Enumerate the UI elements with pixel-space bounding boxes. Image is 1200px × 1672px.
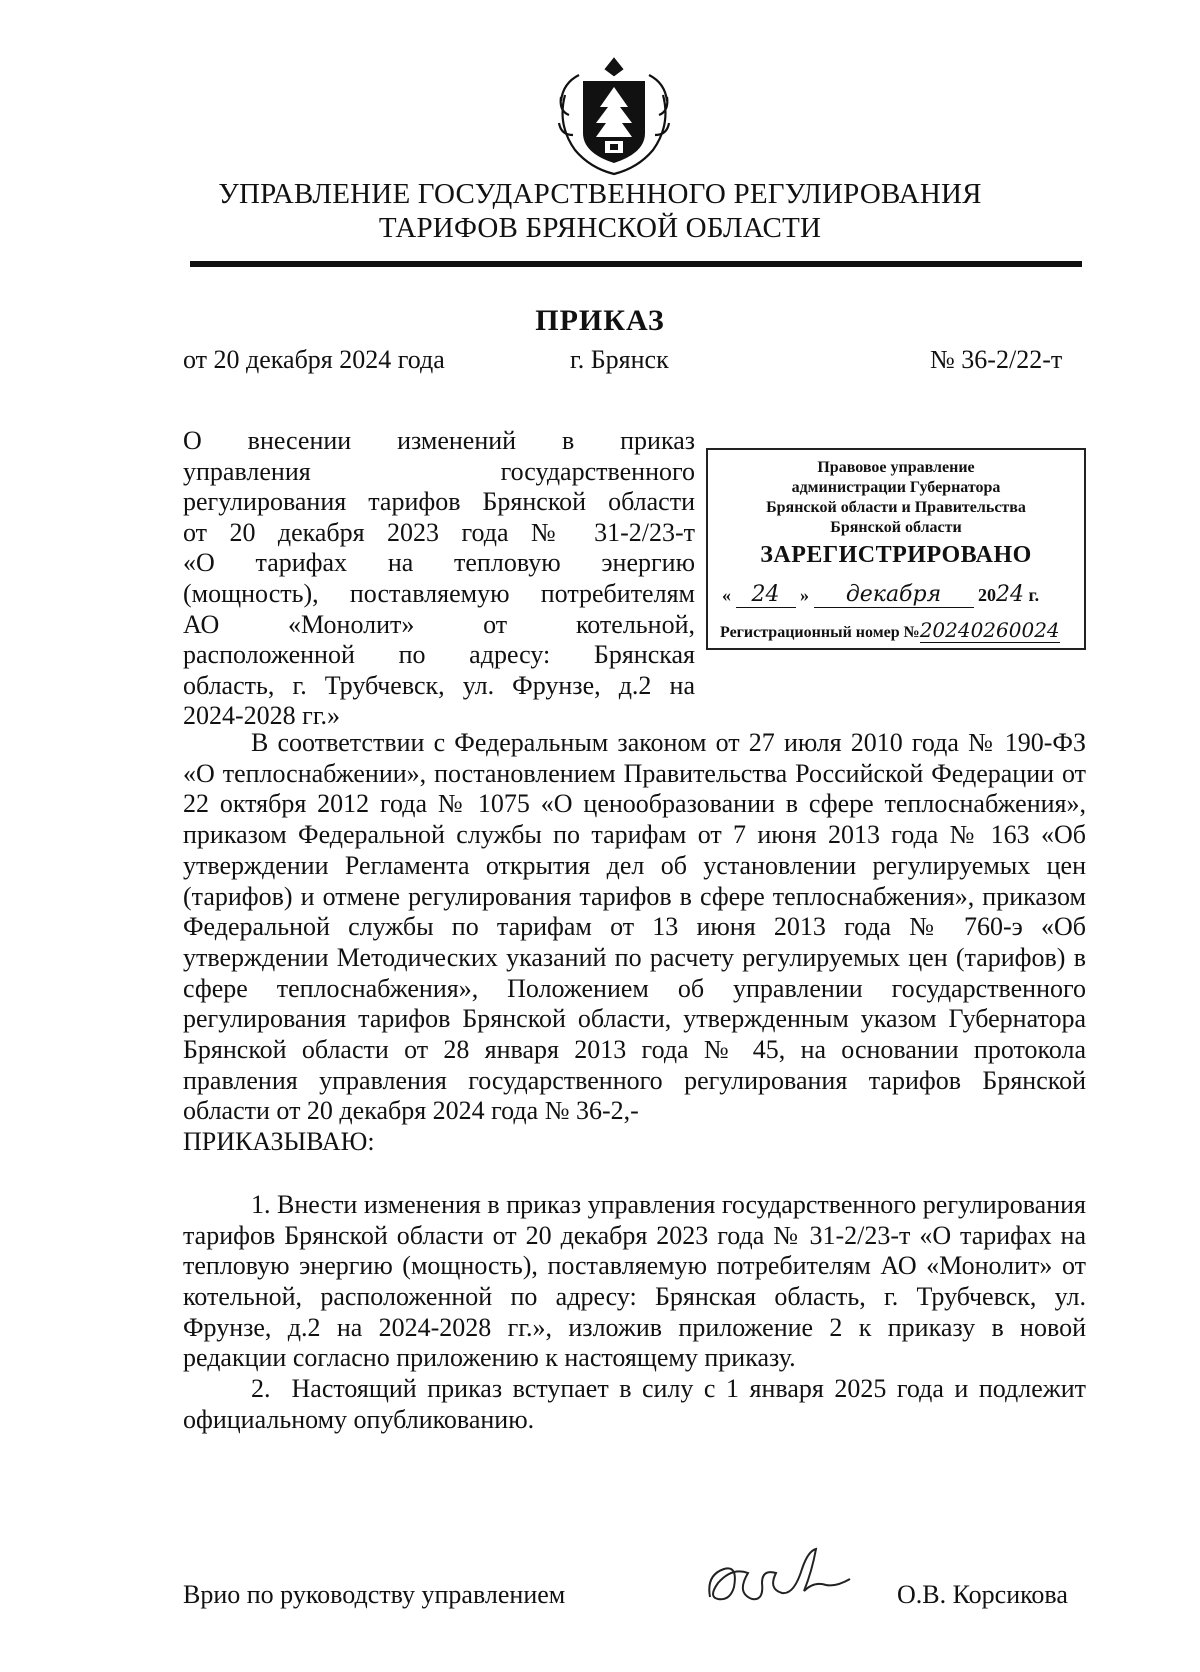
signatory-name: О.В. Корсикова <box>897 1580 1068 1609</box>
coat-of-arms-emblem <box>555 55 673 177</box>
subject-line: область, г. Трубчевск, ул. Фрунзе, д.2 на <box>183 670 695 700</box>
subject-line: регулирования тарифов Брянской области <box>183 487 695 517</box>
stamp-year-prefix: 20 <box>978 585 996 605</box>
item-1-paragraph: 1. Внести изменения в приказ управления государственного регулирования тарифов Брянской области от 20 декабря 2023 года № 31-2/23-т «О тарифах на тепловую энергию (мощность), поставляемую потребителям АО «Монолит» от котельной, расположенной по адресу: Брянская область, г. Трубчевск, ул. Фрунзе, д.2 на 2024-2028 гг.», изложив приложение 2 к приказу в новой редакции согласно приложению к настоящему приказу. <box>183 1189 1086 1373</box>
stamp-heading-line: Брянской области <box>830 519 962 536</box>
subject-line: расположенной по адресу: Брянская <box>183 640 695 670</box>
stamp-year: 24 <box>996 582 1024 607</box>
subject-line: управления государственного <box>183 456 695 486</box>
subject-line: АО «Монолит» от котельной, <box>183 609 695 639</box>
stamp-year-suffix: г. <box>1028 585 1040 605</box>
stamp-day: 24 <box>736 582 796 608</box>
item-2-paragraph: 2. Настоящий приказ вступает в силу с 1 января 2025 года и подлежит официальному опубликованию. <box>183 1374 1086 1434</box>
order-city: г. Брянск <box>570 345 669 374</box>
header-divider <box>190 261 1082 267</box>
stamp-month: декабря <box>814 582 974 608</box>
preamble-paragraph: В соответствии с Федеральным законом от 27 июля 2010 года № 190-ФЗ «О теплоснабжении», постановлением Правительства Российской Федерации от 22 октября 2012 года № 1075 «О ценообразовании в сфере теплоснабжения», приказом Федеральной службы по тарифам от 7 июня 2013 года № 163 «Об утверждении Регламента открытия дел об установлении регулируемых цен (тарифов) и отмене регулирования тарифов в сфере теплоснабжения», приказом Федеральной службы по тарифам от 13 июня 2013 года № 760-э «Об утверждении Методических указаний по расчету регулируемых цен (тарифов) в сфере теплоснабжения», Положением об управлении государственного регулирования тарифов Брянской области, утвержденным указом Губернатора Брянской области от 28 января 2013 года № 45, на основании протокола правления управления государственного регулирования тарифов Брянской области от 20 декабря 2024 года № 36-2,- <box>183 728 1086 1126</box>
handwritten-signature <box>700 1545 870 1625</box>
subject-line: 2024-2028 гг.» <box>183 701 341 731</box>
organization-name-line-2: ТАРИФОВ БРЯНСКОЙ ОБЛАСТИ <box>378 212 822 244</box>
subject-line: от 20 декабря 2023 года № 31-2/23-т <box>183 517 695 547</box>
stamp-date: « 24 » декабря 2024 г. <box>722 582 1040 607</box>
subject-line: «О тарифах на тепловую энергию <box>183 548 695 578</box>
subject-line: О внесении изменений в приказ <box>183 426 695 455</box>
document-body <box>183 728 1086 1435</box>
stamp-heading-line: администрации Губернатора <box>791 479 1001 496</box>
document-title: ПРИКАЗ <box>535 304 665 337</box>
stamp-registered-label: ЗАРЕГИСТРИРОВАНО <box>760 542 1032 568</box>
order-word: ПРИКАЗЫВАЮ: <box>183 1127 375 1157</box>
stamp-reg-number: 20240260024 <box>919 618 1060 642</box>
order-subject <box>183 426 695 732</box>
stamp-heading-line: Брянской области и Правительства <box>766 499 1026 516</box>
registration-stamp <box>706 448 1086 650</box>
stamp-reg-label: Регистрационный номер № <box>720 624 920 641</box>
order-date: от 20 декабря 2024 года <box>183 345 445 374</box>
stamp-heading-line: Правовое управление <box>817 459 975 476</box>
signatory-position: Врио по руководству управлением <box>183 1580 566 1609</box>
organization-name-line-1: УПРАВЛЕНИЕ ГОСУДАРСТВЕННОГО РЕГУЛИРОВАНИЯ <box>218 178 982 210</box>
order-number: № 36-2/22-т <box>930 345 1063 374</box>
stamp-heading <box>708 458 1084 538</box>
stamp-registration-number <box>720 618 1084 642</box>
subject-line: (мощность), поставляемую потребителям <box>183 578 695 608</box>
